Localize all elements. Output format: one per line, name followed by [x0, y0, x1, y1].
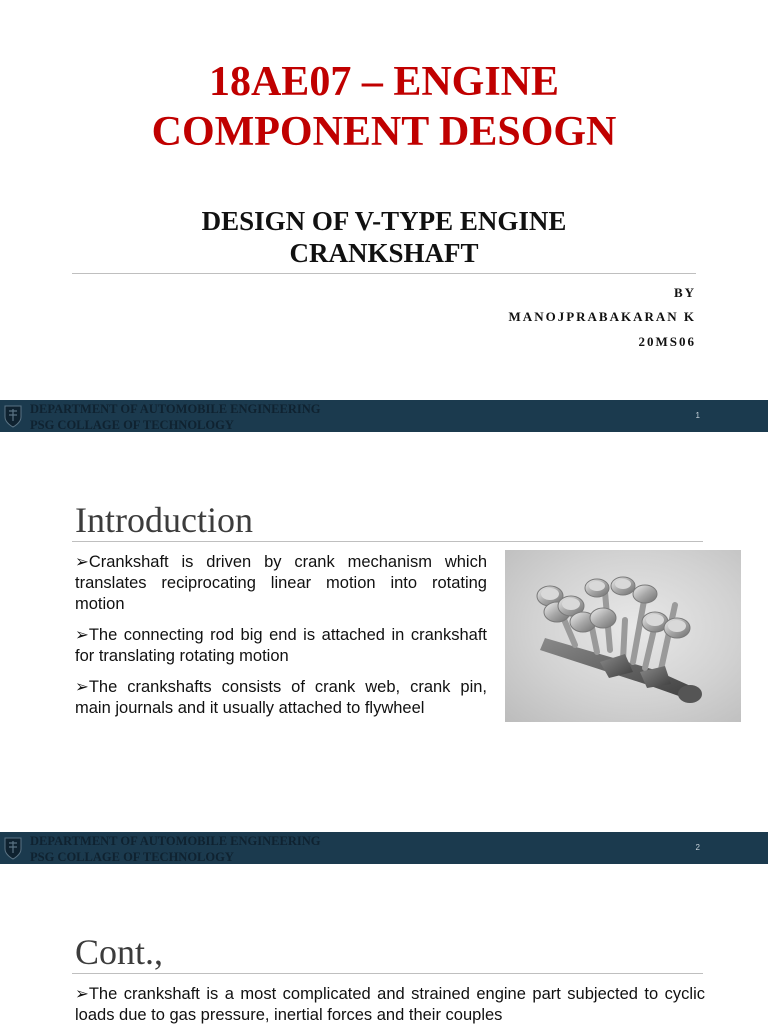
footer-text [30, 401, 320, 433]
college-logo-icon [3, 836, 23, 860]
footer-college: PSG COLLAGE OF TECHNOLOGY [30, 418, 234, 432]
slide-heading: Cont., [75, 932, 164, 972]
slide-footer [0, 400, 768, 433]
by-label: BY [673, 285, 696, 300]
footer-text [30, 833, 320, 865]
bullet-item [75, 984, 705, 1026]
bullet-item [75, 552, 487, 615]
arrow-bullet-icon: ➢ [75, 553, 89, 571]
divider [72, 273, 696, 274]
bullet-text: The crankshaft is a most complicated and strained engine part subjected to cyclic loads due to gas pressure, inertial forces and their couples [75, 985, 705, 1024]
slide-title [0, 57, 768, 157]
footer-college: PSG COLLAGE OF TECHNOLOGY [30, 850, 234, 864]
slide-subtitle [0, 205, 768, 269]
heading-divider [72, 973, 703, 974]
slide-1 [0, 0, 768, 432]
crankshaft-illustration [505, 550, 741, 722]
arrow-bullet-icon: ➢ [75, 985, 89, 1003]
arrow-bullet-icon: ➢ [75, 678, 89, 696]
roll-number: 20MS06 [638, 334, 696, 349]
footer-department: DEPARTMENT OF AUTOMOBILE ENGINEERING [30, 402, 321, 416]
page-number: 1 [695, 411, 700, 420]
page-number: 2 [695, 843, 700, 852]
title-line-2: COMPONENT DESOGN [151, 109, 617, 155]
bullet-text: The connecting rod big end is attached in crankshaft for translating rotating motion [75, 626, 487, 665]
slide-2 [0, 432, 768, 864]
subtitle-line-2: CRANKSHAFT [289, 238, 479, 268]
crankshaft-image [505, 550, 741, 722]
heading-divider [72, 541, 703, 542]
subtitle-line-1: DESIGN OF V-TYPE ENGINE [201, 206, 567, 236]
footer-department: DEPARTMENT OF AUTOMOBILE ENGINEERING [30, 834, 321, 848]
slide-3 [0, 864, 768, 1024]
bullet-item [75, 625, 487, 667]
slide-heading: Introduction [75, 500, 253, 540]
title-line-1: 18AE07 – ENGINE [208, 59, 560, 105]
college-logo-icon [3, 404, 23, 428]
bullet-item [75, 677, 487, 719]
author-name: MANOJPRABAKARAN K [508, 309, 696, 324]
slide-footer [0, 832, 768, 865]
arrow-bullet-icon: ➢ [75, 626, 89, 644]
bullet-text: The crankshafts consists of crank web, crank pin, main journals and it usually attached to flywheel [75, 678, 487, 717]
bullet-text: Crankshaft is driven by crank mechanism which translates reciprocating linear motion into rotating motion [75, 553, 487, 613]
